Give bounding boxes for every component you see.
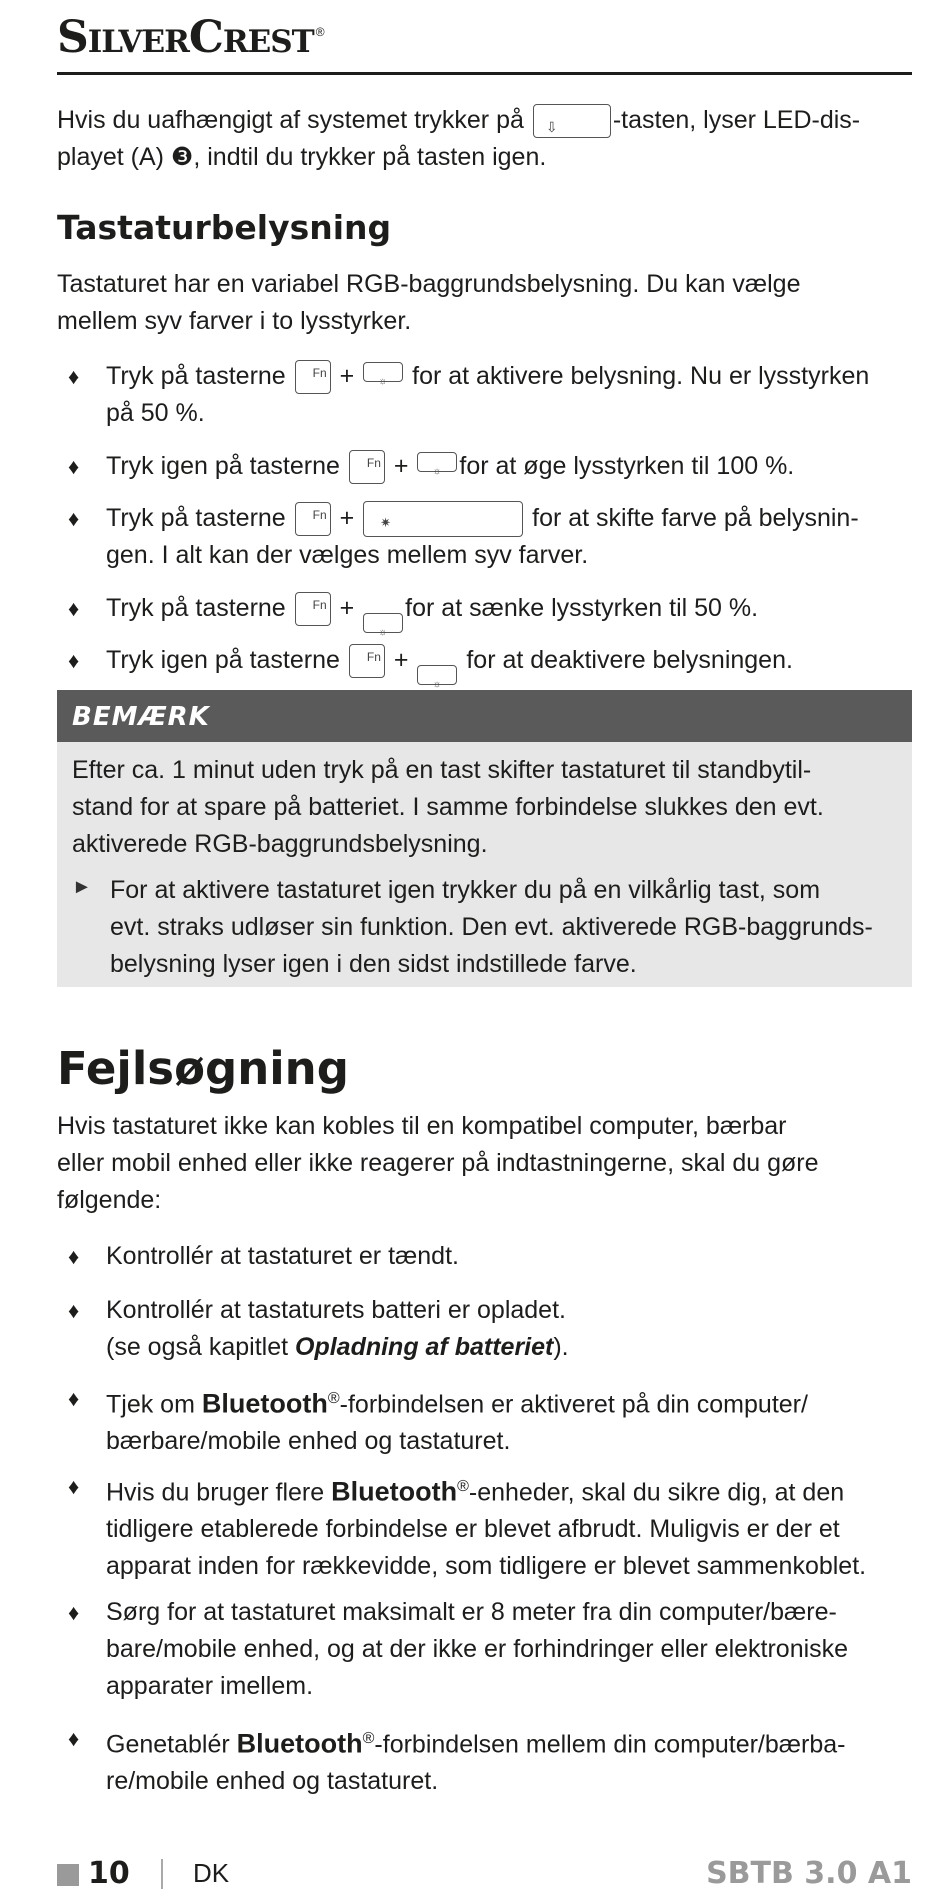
fn-key-icon: Fn <box>295 502 331 536</box>
fn-key-icon: Fn <box>295 592 331 626</box>
trouble-para-2: eller mobil enhed eller ikke reagerer på indtastningerne, skal du gøre <box>57 1149 819 1177</box>
diamond-bullet-icon: ♦ <box>68 1600 80 1625</box>
brand-logo: SilverCrest ® <box>57 12 324 63</box>
diamond-bullet-icon: ♦ <box>68 1244 80 1269</box>
backlight-para-1: Tastaturet har en variabel RGB-baggrundsbelysning. Du kan vælge <box>57 270 801 298</box>
fn-key-icon: Fn <box>295 360 331 394</box>
led-key-icon: ⇩ <box>533 104 611 138</box>
footer-divider <box>161 1859 163 1889</box>
diamond-bullet-icon: ♦ <box>68 648 80 673</box>
page-number: 10 <box>88 1856 130 1891</box>
fn-key-icon: Fn <box>349 450 385 484</box>
diamond-bullet-icon: ♦ <box>68 1474 80 1499</box>
note-arrow-line-1: For at aktivere tastaturet igen trykker du på en vilkårlig tast, som <box>110 876 821 904</box>
diamond-bullet-icon: ♦ <box>68 364 80 389</box>
note-header: BEMÆRK <box>57 690 912 742</box>
note-arrow-line-2: evt. straks udløser sin funktion. Den evt. aktiverede RGB-baggrunds- <box>110 913 873 941</box>
note-line-3: aktiverede RGB-baggrundsbelysning. <box>72 830 488 858</box>
heading-fejlsogning: Fejlsøgning <box>57 1042 349 1095</box>
backlight-para-2: mellem syv farver i to lysstyrker. <box>57 307 412 335</box>
footer-language: DK <box>193 1858 230 1888</box>
brightness-down-key-icon: ☼ <box>363 613 403 633</box>
note-arrow-line-3: belysning lyser igen i den sidst indstillede farve. <box>110 950 637 978</box>
diamond-bullet-icon: ♦ <box>68 454 80 479</box>
arrow-bullet-icon: ► <box>72 876 92 898</box>
footer-square-icon <box>57 1864 79 1886</box>
diamond-bullet-icon: ♦ <box>68 1726 80 1751</box>
heading-tastaturbelysning: Tastaturbelysning <box>57 208 392 247</box>
brightness-up-key-icon: ☼ <box>417 452 457 472</box>
note-line-2: stand for at spare på batteriet. I samme forbindelse slukkes den evt. <box>72 793 824 821</box>
diamond-bullet-icon: ♦ <box>68 596 80 621</box>
color-change-key-icon: ✷ <box>363 501 523 537</box>
diamond-bullet-icon: ♦ <box>68 1386 80 1411</box>
brightness-up-key-icon: ☼ <box>363 362 403 382</box>
diamond-bullet-icon: ♦ <box>68 506 80 531</box>
diamond-bullet-icon: ♦ <box>68 1298 80 1323</box>
trouble-para-3: følgende: <box>57 1186 162 1214</box>
brightness-down-key-icon: ☼ <box>417 665 457 685</box>
header-rule <box>57 72 912 75</box>
footer-model: SBTB 3.0 A1 <box>706 1856 912 1891</box>
fn-key-icon: Fn <box>349 644 385 678</box>
note-line-1: Efter ca. 1 minut uden tryk på en tast skifter tastaturet til standbytil- <box>72 756 812 784</box>
trouble-para-1: Hvis tastaturet ikke kan kobles til en kompatibel computer, bærbar <box>57 1112 787 1140</box>
intro-line-2: playet (A) ❸, indtil du trykker på tasten igen. <box>57 143 547 171</box>
intro-line-1: Hvis du uafhængigt af systemet trykker på ⇩ -tasten, lyser LED-dis- <box>57 102 917 139</box>
